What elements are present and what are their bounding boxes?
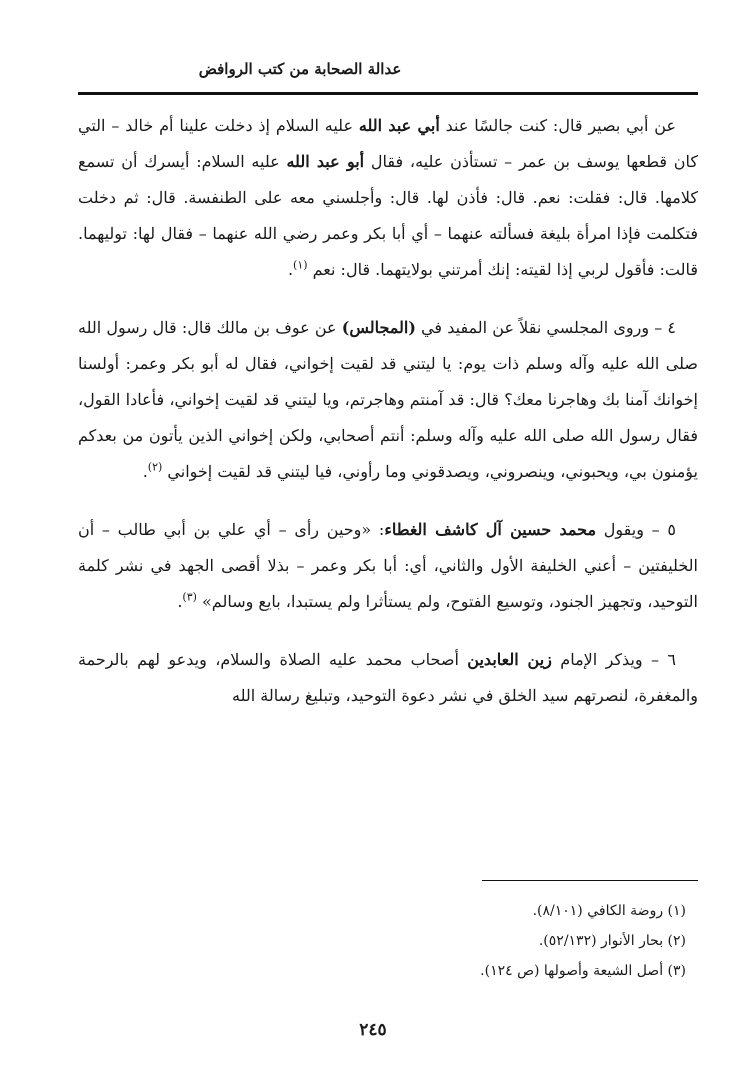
footnotes <box>78 896 698 986</box>
running-header-title: عدالة الصحابة من كتب الروافض <box>198 60 402 78</box>
paragraph-6-zayn-al-abidin: ٦ – ويذكر الإمام زين العابدين أصحاب محمد عليه الصلاة والسلام، ويدعو لهم بالرحمة والمغفرة، لنصرتهم سيد الخلق في نشر دعوة التوحيد، وتبليغ رسالة الله <box>78 650 698 705</box>
footnote-ref-3[interactable]: (٣) <box>182 590 197 604</box>
bold-book-title: (المجالس) <box>341 318 416 337</box>
paragraph-abu-basir: عن أبي بصير قال: كنت جالسًا عند أبي عبد الله عليه السلام إذ دخلت علينا أم خالد – التي كان قطعها يوسف بن عمر – تستأذن عليه، فقال أبو عبد الله عليه السلام: أيسرك أن تسمع كلامها. قال: فقلت: نعم. قال: فأذن لها. قال: وأجلسني معه على الطنفسة. قال: ثم دخلت فتكلمت فإذا امرأة بليغة فسألته عنهما – أي أبا بكر وعمر رضي الله عنهما – فقال لها: توليهما. قالت: فأقول لربي إذا لقيته: إنك أمرتني بولايتهما. قال: نعم $^{(١)}$. <box>78 116 698 279</box>
page-number: ٢٤٥ <box>359 1020 387 1040</box>
bold-name: أبو عبد الله <box>286 152 365 171</box>
bold-name: محمد حسين آل كاشف الغطاء <box>384 520 597 539</box>
paragraph-4-majlisi: ٤ – وروى المجلسي نقلاً عن المفيد في (المجالس) عن عوف بن مالك قال: قال رسول الله صلى الله عليه وآله وسلم ذات يوم: يا ليتني قد لقيت إخواني، فقال له أبو بكر وعمر: أولسنا إخوانك آمنا بك وهاجرنا معك؟ قال: قد آمنتم وهاجرتم، ويا ليتني قد لقيت إخواني، فأعادا القول، فقال رسول الله صلى الله عليه وآله وسلم: أنتم أصحابي، ولكن إخواني الذين يأتون من بعدكم يؤمنون بي، ويحبوني، وينصروني، ويصدقوني وما رأوني، فيا ليتني قد لقيت إخواني $^{(٢)}$. <box>78 318 698 481</box>
footnote-ref-1[interactable]: (١) <box>293 258 308 272</box>
page-body <box>78 108 698 736</box>
footnote-3: (٣) أصل الشيعة وأصولها (ص ١٢٤). <box>480 963 686 979</box>
paragraph-5-kashif-al-ghita: ٥ – ويقول محمد حسين آل كاشف الغطاء: «وحين رأى – أي علي بن أبي طالب – أن الخليفتين – أعني الخليفة الأول والثاني، أي: أبا بكر وعمر – بذلا أقصى الجهد في نشر كلمة التوحيد، وتجهيز الجنود، وتوسيع الفتوح، ولم يستأثرا ولم يستبدا، بايع وسالم» $^{(٣)}$. <box>78 520 698 611</box>
footnote-ref-2[interactable]: (٢) <box>147 460 163 474</box>
bold-name: زين العابدين <box>467 650 552 669</box>
footnote-2: (٢) بحار الأنوار (٥٢/١٣٢). <box>538 933 686 949</box>
footnote-1: (١) روضة الكافي (٨/١٠١). <box>532 903 686 919</box>
header-divider <box>78 92 698 95</box>
footnote-divider <box>482 880 698 881</box>
bold-name: أبي عبد الله <box>358 116 440 135</box>
